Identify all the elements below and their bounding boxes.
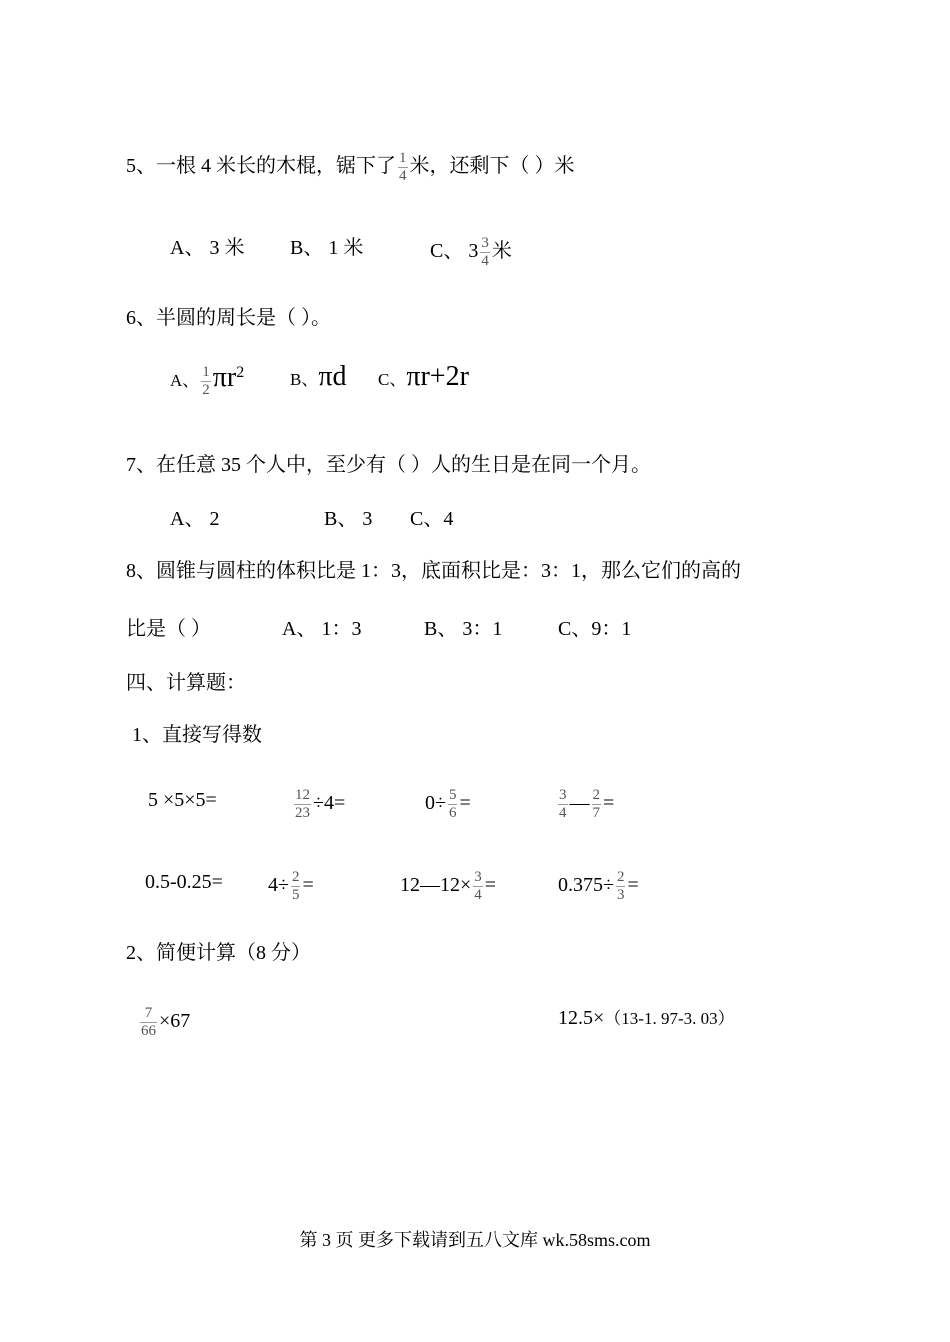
fraction: $\frac{3}{4}$ xyxy=(481,235,489,269)
calc-item: $\frac{7}{66}$ ×67 xyxy=(141,1005,191,1039)
calc-item: 0.375÷ $\frac{2}{3}$ = xyxy=(558,869,639,903)
page-footer: 第 3 页 更多下载请到五八文库 wk.58sms.com xyxy=(299,1230,651,1250)
question-5-option-c: C、 3 $\frac{3}{4}$ 米 xyxy=(430,235,512,269)
calc-item: 12.5×（13-1. 97-3. 03） xyxy=(558,1007,735,1029)
calc-item: $\frac{3}{4}$ — $\frac{2}{7}$ = xyxy=(559,787,615,821)
fraction: $\frac{1}{4}$ xyxy=(399,150,407,184)
question-5-option-b: B、 1 米 xyxy=(290,237,364,259)
fraction: $\frac{7}{66}$ xyxy=(141,1005,156,1039)
question-8-option-c: C、9：1 xyxy=(558,618,632,640)
question-8-stem-line1: 8、圆锥与圆柱的体积比是 1：3，底面积比是：3：1，那么它们的高的 xyxy=(126,560,741,582)
question-6-stem: 6、半圆的周长是（ ）。 xyxy=(126,307,331,329)
calc-item: 5 ×5×5= xyxy=(148,789,217,811)
question-7-option-c: C、4 xyxy=(410,508,454,530)
calc-item: 4÷ $\frac{2}{5}$ = xyxy=(268,869,314,903)
question-7-stem: 7、在任意 35 个人中，至少有（ ）人的生日是在同一个月。 xyxy=(126,454,651,476)
fraction: $\frac{3}{4}$ xyxy=(559,787,567,821)
calc-item: 0÷ $\frac{5}{6}$ = xyxy=(425,787,471,821)
question-7-option-a: A、 2 xyxy=(170,508,220,530)
question-7-option-b: B、 3 xyxy=(324,508,373,530)
fraction: $\frac{2}{5}$ xyxy=(291,869,300,903)
fraction: $\frac{2}{3}$ xyxy=(616,869,625,903)
section-title: 四、计算题： xyxy=(126,672,246,694)
calc-item: 12—12× $\frac{3}{4}$ = xyxy=(400,869,497,903)
fraction: $\frac{12}{23}$ xyxy=(295,787,310,821)
fraction: $\frac{2}{7}$ xyxy=(592,787,600,821)
question-6-option-c: C、πr+2r xyxy=(378,361,469,392)
part-2-title: 2、简便计算（8 分） xyxy=(126,942,311,964)
question-8-option-b: B、 3：1 xyxy=(424,618,503,640)
fraction: $\frac{3}{4}$ xyxy=(474,869,482,903)
fraction: $\frac{1}{2}$ xyxy=(202,364,210,398)
question-6-option-b: B、πd xyxy=(290,361,347,392)
question-8-stem-line2: 比是（ ） xyxy=(126,618,211,640)
question-8-option-a: A、 1：3 xyxy=(282,618,362,640)
question-6-option-a: A、 $\frac{1}{2}$ $\pi r^2$ xyxy=(170,362,245,398)
part-1-title: 1、直接写得数 xyxy=(132,724,262,746)
calc-item: $\frac{12}{23}$ ÷4= xyxy=(295,787,346,821)
calc-item: 0.5-0.25= xyxy=(145,871,223,893)
question-5-stem: 5、一根 4 米长的木棍，锯下了 $\frac{1}{4}$ 米，还剩下（ ）米 xyxy=(126,150,575,184)
fraction: $\frac{5}{6}$ xyxy=(448,787,457,821)
question-5-option-a: A、 3 米 xyxy=(170,237,245,259)
